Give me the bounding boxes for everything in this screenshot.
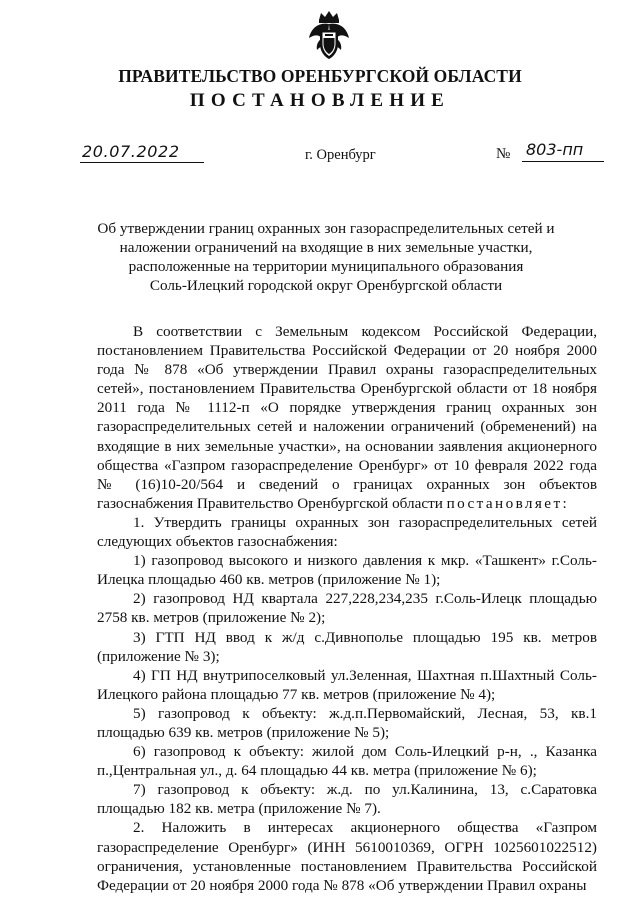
document-type: ПОСТАНОВЛЕНИЕ [189,90,451,111]
number-underline [522,161,604,162]
subject-line: наложении ограничений на входящие в них земельные участки, [119,239,533,256]
preamble-text: В соответствии с Земельным кодексом Российской Федерации, постановлением Правительства Российской Федерации от 20 ноября 2000 года № 878 «Об утверждении Правил охраны газораспределительных сетей», постановлением Правительства Оренбургской области от 18 ноября 2011 года № 1112-п «О порядке утверждения границ охранных зон газораспределительных сетей и наложении ограничений (обременений) на входящие в них земельные участки», на основании заявления акционерного общества «Газпром газораспределение Оренбург» от 10 февраля 2022 года № (16)10-20/564 и сведений о границах охранных зон объектов газоснабжения Правительство Оренбургской области [97,323,597,512]
date-underline [80,162,204,163]
city: г. Оренбург [305,147,376,163]
preamble-paragraph [97,322,597,513]
document-date [80,142,204,164]
body-paragraph: 6) газопровод к объекту: жилой дом Соль-Илецкий р-н, ., Казанка п.,Центральная ул., д. 64 площадью 44 кв. метра (приложение № 6); [97,743,597,780]
number-value: 803-пп [526,140,584,159]
number-sign: № [496,146,511,162]
body-paragraph: 1. Утвердить границы охранных зон газораспределительных сетей следующих объектов газоснабжения: [97,513,597,551]
subject-line: расположенные на территории муниципального образования [128,258,524,275]
body-paragraph: 4) ГП НД внутрипоселковый ул.Зеленная, Шахтная п.Шахтный Соль-Илецкого района площадью 77 кв. метров (приложение № 4); [97,666,597,703]
document-number [496,140,604,164]
body-paragraph: 2) газопровод НД квартала 227,228,234,235 г.Соль-Илецк площадью 2758 кв. метров (приложение № 2); [97,590,597,627]
document-body [97,322,597,895]
preamble-action: постановляет: [446,494,570,512]
document-subject [96,219,556,295]
body-paragraph: 3) ГТП НД ввод к ж/д с.Дивнополье площадью 195 кв. метров (приложение № 3); [97,628,597,665]
subject-line: Об утверждении границ охранных зон газораспределительных сетей и [97,220,555,237]
subject-line: Соль-Илецкий городской округ Оренбургской области [149,277,503,294]
date-value: 20.07.2022 [82,142,180,161]
body-paragraph: 2. Наложить в интересах акционерного общества «Газпром газораспределение Оренбург» (ИНН 5610010369, ОГРН 1025601022512) ограничения, установленные постановлением Правительства Российской Федерации от 20 ноября 2000 года № 878 «Об утверждении Правил охраны [97,819,597,894]
body-paragraph: 1) газопровод высокого и низкого давления к мкр. «Ташкент» г.Соль-Илецка площадью 460 кв. метров (приложение № 1); [97,552,597,589]
body-paragraph: 5) газопровод к объекту: ж.д.п.Первомайский, Лесная, 53, кв.1 площадью 639 кв. метров (приложение № 5); [97,704,597,741]
org-title: ПРАВИТЕЛЬСТВО ОРЕНБУРГСКОЙ ОБЛАСТИ [118,66,522,86]
body-paragraph: 7) газопровод к объекту: ж.д. по ул.Калинина, 13, с.Саратовка площадью 182 кв. метра (приложение № 7). [97,781,597,818]
coat-of-arms-icon [305,8,353,62]
